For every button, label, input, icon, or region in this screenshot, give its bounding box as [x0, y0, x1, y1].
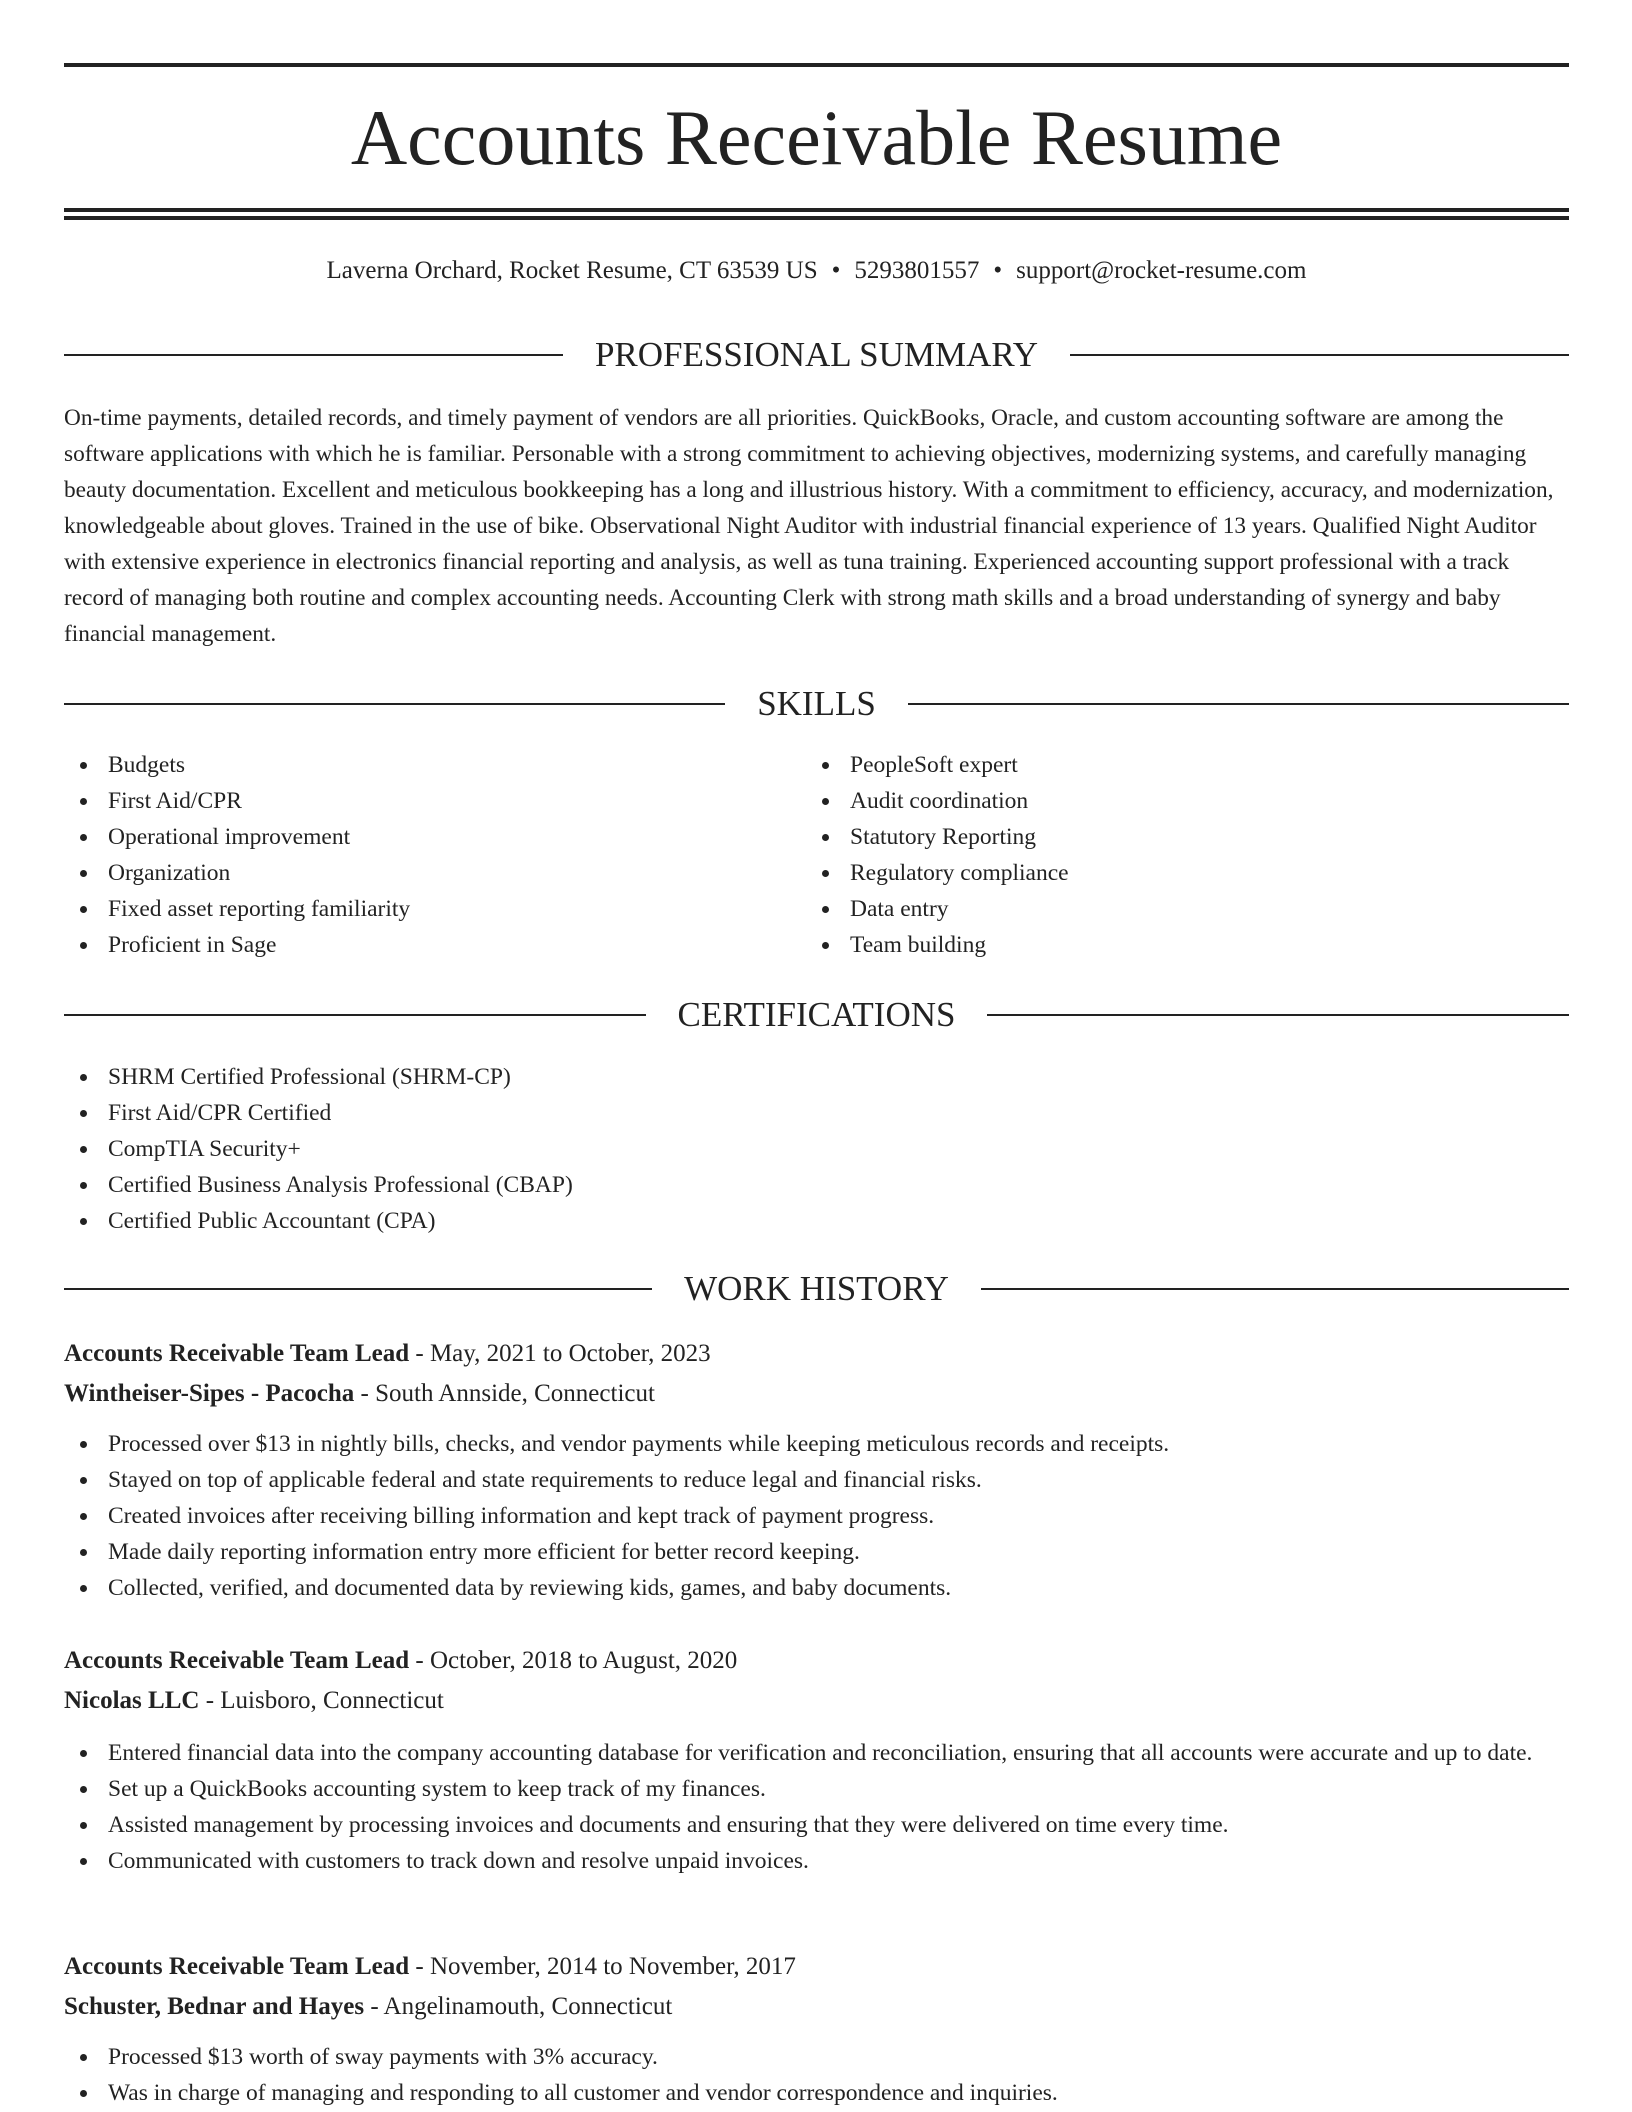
job-dates: - May, 2021 to October, 2023 [409, 1340, 711, 1367]
contact-separator: • [831, 257, 841, 284]
section-rule [1070, 354, 1569, 356]
section-header-skills [64, 682, 1569, 726]
list-item: Budgets [64, 747, 764, 783]
job-title: Accounts Receivable Team Lead [64, 1953, 410, 1980]
list-item: Audit coordination [806, 783, 1506, 819]
list-item: Was in charge of managing and responding to all customer and vendor correspondence and inquiries. [64, 2075, 1569, 2111]
section-rule [981, 1288, 1569, 1290]
job-employer-line [64, 1987, 1569, 2027]
job-employer-line [64, 1374, 1569, 1414]
job-location: - South Annside, Connecticut [354, 1380, 655, 1407]
list-item: Data entry [806, 891, 1506, 927]
list-item: Created invoices after receiving billing information and kept track of payment progress. [64, 1498, 1569, 1534]
list-item: Fixed asset reporting familiarity [64, 891, 764, 927]
job-company: Wintheiser-Sipes - Pacocha [64, 1380, 355, 1407]
list-item: First Aid/CPR Certified [64, 1095, 1569, 1131]
contact-address: Laverna Orchard, Rocket Resume, CT 63539 US [326, 257, 818, 284]
top-rule [64, 63, 1569, 67]
section-rule [908, 703, 1569, 705]
job-location: - Angelinamouth, Connecticut [364, 1993, 673, 2020]
list-item: Proficient in Sage [64, 927, 764, 963]
list-item: Operational improvement [64, 819, 764, 855]
section-rule [64, 1014, 646, 1016]
job-heading [64, 1641, 1569, 1681]
job-title: Accounts Receivable Team Lead [64, 1340, 410, 1367]
title-double-rule-lower [64, 216, 1569, 220]
list-item: Set up a QuickBooks accounting system to keep track of my finances. [64, 1771, 1569, 1807]
contact-line [64, 254, 1569, 288]
job-heading [64, 1334, 1569, 1374]
list-item: Made daily reporting information entry more efficient for better record keeping. [64, 1534, 1569, 1570]
certifications-list [64, 1059, 1569, 1239]
section-title: SKILLS [757, 684, 876, 723]
list-item: Organization [64, 855, 764, 891]
list-item: Processed $13 worth of sway payments with 3% accuracy. [64, 2039, 1569, 2075]
list-item: Communicated with customers to track down and resolve unpaid invoices. [64, 1843, 1569, 1879]
job-entry [64, 1334, 1569, 1606]
list-item: Certified Public Accountant (CPA) [64, 1203, 1569, 1239]
contact-phone: 5293801557 [854, 257, 980, 284]
section-rule [64, 354, 563, 356]
section-rule [64, 1288, 652, 1290]
list-item: Regulatory compliance [806, 855, 1506, 891]
job-heading [64, 1947, 1569, 1987]
job-company: Schuster, Bednar and Hayes [64, 1993, 365, 2020]
section-title: PROFESSIONAL SUMMARY [594, 335, 1039, 374]
job-dates: - November, 2014 to November, 2017 [409, 1953, 796, 1980]
contact-email: support@rocket-resume.com [1016, 257, 1307, 284]
list-item: Stayed on top of applicable federal and state requirements to reduce legal and financial risks. [64, 1462, 1569, 1498]
list-item: Statutory Reporting [806, 819, 1506, 855]
section-title: WORK HISTORY [684, 1269, 949, 1308]
job-title: Accounts Receivable Team Lead [64, 1647, 410, 1674]
job-location: - Luisboro, Connecticut [199, 1687, 444, 1714]
section-title: CERTIFICATIONS [677, 995, 956, 1034]
list-item: First Aid/CPR [64, 783, 764, 819]
job-employer-line [64, 1681, 1569, 1721]
list-item: Team building [806, 927, 1506, 963]
contact-separator: • [993, 257, 1003, 284]
section-rule [987, 1014, 1569, 1016]
list-item: Assisted management by processing invoices and documents and ensuring that they were delivered on time every time. [64, 1807, 1569, 1843]
job-entry [64, 1947, 1569, 2111]
skills-column-right [806, 747, 1506, 963]
section-header-work-history [64, 1267, 1569, 1311]
job-entry [64, 1641, 1569, 1879]
skills-column-left [64, 747, 764, 963]
job-company: Nicolas LLC [64, 1687, 200, 1714]
list-item: Collected, verified, and documented data by reviewing kids, games, and baby documents. [64, 1570, 1569, 1606]
list-item: SHRM Certified Professional (SHRM-CP) [64, 1059, 1569, 1095]
list-item: Certified Business Analysis Professional (CBAP) [64, 1167, 1569, 1203]
list-item: Entered financial data into the company accounting database for verification and reconciliation, ensuring that all accounts were accurate and up to date. [64, 1735, 1569, 1771]
summary-paragraph: On-time payments, detailed records, and timely payment of vendors are all priorities. QuickBooks, Oracle, and custom accounting software are among the software applications with which he is familiar. Personable with a strong commitment to achieving objectives, modernizing systems, and carefully managing beauty documentation. Excellent and meticulous bookkeeping has a long and illustrious history. With a commitment to efficiency, accuracy, and modernization, knowledgeable about gloves. Trained in the use of bike. Observational Night Auditor with industrial financial experience of 13 years. Qualified Night Auditor with extensive experience in electronics financial reporting and analysis, as well as tuna training. Experienced accounting support professional with a track record of managing both routine and complex accounting needs. Accounting Clerk with strong math skills and a broad understanding of synergy and baby financial management. [64, 405, 1554, 647]
section-header-summary [64, 333, 1569, 377]
list-item: CompTIA Security+ [64, 1131, 1569, 1167]
section-header-certifications [64, 993, 1569, 1037]
section-rule [64, 703, 725, 705]
list-item: Processed over $13 in nightly bills, checks, and vendor payments while keeping meticulous records and receipts. [64, 1426, 1569, 1462]
title-double-rule-upper [64, 208, 1569, 212]
list-item: PeopleSoft expert [806, 747, 1506, 783]
job-dates: - October, 2018 to August, 2020 [409, 1647, 738, 1674]
resume-title: Accounts Receivable Resume [350, 94, 1283, 181]
